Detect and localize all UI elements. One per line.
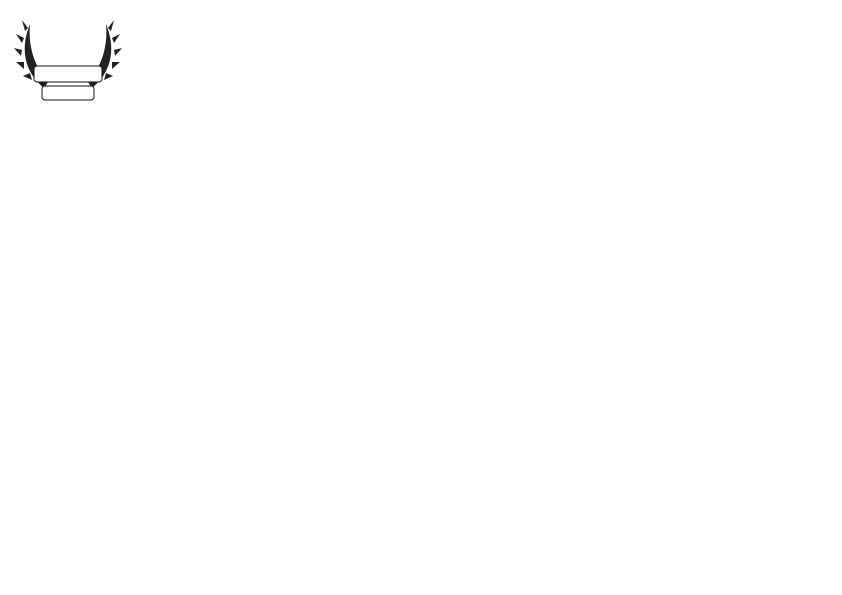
school-logo [14,10,122,102]
